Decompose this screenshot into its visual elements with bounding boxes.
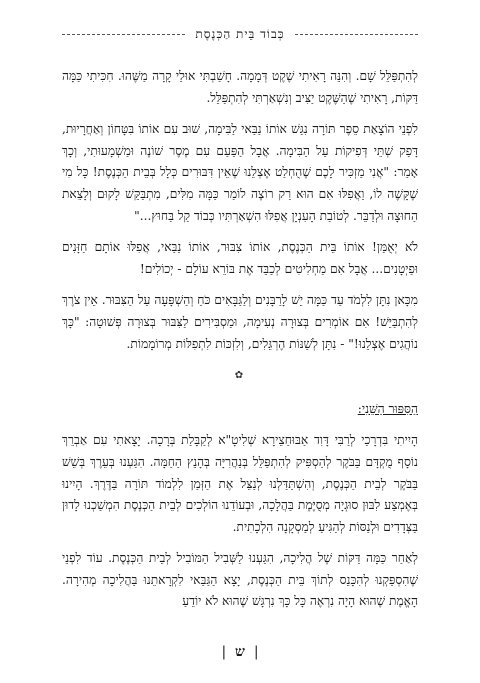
header-rule-right: [295, 34, 418, 35]
section2-paragraph-2: לְאַחַר כַּמָּה דַּקּוֹת שֶׁל הֲלִיכָה, הִגַּעְנוּ לַשְּׁבִיל הַמּוֹבִיל לְבֵית הַכְּנֶסֶת. עוֹד לִפְנֵי שֶׁהִסְפַּקְנוּ לְהִכָּנֵס לְתוֹךְ בֵּית הַכְּנֶסֶת, יָצָא הַגַּבַּאי לִקְרָאתֵנוּ בַּהֲלִיכָה מְהִירָה. הָאֱמֶת שֶׁהוּא הָיָה נִרְאֶה כָּל כָּךְ נִרְגָּשׁ שֶׁהוּא לֹא יוֹדֵעַ: [62, 551, 418, 609]
running-header: [62, 26, 418, 42]
page-body: [62, 66, 418, 623]
paragraph-2: לִפְנֵי הוֹצָאַת סֵפֶר תּוֹרָה נִגַּשׁ אוֹתוֹ נַבַּאי לַבִּימָה, שׁוּב עִם אוֹתוֹ בִּטָּחוֹן וְאַחֲרָיוּת, דָּפַק שְׁתֵּי דְּפִיקוֹת עַל הַבִּימָה. אֲבָל הַפַּעַם עִם מֶסֶר שׁוֹנֶה וּמַשְׁמָעוּתִי, וְכָךְ אָמַר: "אֲנִי מַזְכִּיר לָכֶם שֶׁהֻחְלַט אֶצְלֵנוּ שֶׁאֵין דִּבּוּרִים כְּלָל בְּבֵית הַכְּנֶסֶת! כָּל מִי שֶׁקָּשֶׁה לוֹ, וַאֲפִלּוּ אִם הוּא רַק רוֹצֶה לוֹמַר כַּמָּה מִלִּים, מִתְבַּקֵּשׁ לָקוּם וְלָצֵאת הַחוּצָה וּלְדַבֵּר. לְטוֹבַת הָעִנְיָן אֲפִלּוּ הִשְׁאַרְתִּיו כְּבוֹד קַל בַּחוּץ...": [62, 122, 418, 223]
paragraph-3: לֹא יְאֻמַּן! אוֹתוֹ בֵּית הַכְּנֶסֶת, אוֹתוֹ צִבּוּר, אוֹתוֹ נַבַּאי, אֲפִלּוּ אוֹתָם חַזָּנִים וּפַיְטָנִים... אֲבָל אִם מַחְלִיטִים לְכַבֵּד אֶת בּוֹרֵא עוֹלָם - יְכוֹלִים!: [62, 240, 418, 276]
footer-bar-right: |: [253, 644, 259, 660]
header-rule-left: [62, 34, 185, 35]
page-number: ש: [235, 644, 245, 660]
section-heading: הַסִּפּוּר הַשֵּׁנִי:: [357, 401, 418, 416]
paragraph-4: מִכָּאן נִתָּן לִלְמֹד עַד כַּמָּה יֵשׁ לָרַבָּנִים וְלַגַּבָּאִים כֹּחַ וְהַשְׁפָּעָה עַל הַצִּבּוּר. אֵין צֹרֶךְ לְהִתְבַּיֵּשׁ! אִם אוֹמְרִים בְּצוּרָה נְעִימָה, וּמַסְבִּירִים לַצִּבּוּר בְּצוּרָה פְּשׁוּטָה: "כָּךְ נוֹהֲגִים אֶצְלֵנוּ!" - נִתָּן לְשַׁנּוֹת הֶרְגֵּלִים, וְלִזְכּוֹת לִתְפִלּוֹת מְרוֹמָמוֹת.: [62, 293, 418, 351]
paragraph-1: לְהִתְפַּלֵּל שָׁם. וְהִנֵּה רָאִיתִי שֶׁקֶט דְּמָמָה. חָשַׁבְתִּי אוּלַי קָרָה מַשֶּׁהוּ. חִכִּיתִי כַּמָּה דַּקּוֹת, רָאִיתִי שֶׁהַשֶּׁקֶט יַצִּיב וְנִשְׁאַרְתִּי לְהִתְפַּלֵּל.: [62, 69, 418, 105]
section2-paragraph-1: הָיִיתִי בִּדְרָכַי לְרַבִּי דָּוִד אַבּוּחַצֵירָא שְׁלִיטָ"א לְקַבָּלַת בְּרָכָה. יָצָאתִי עִם אַבְרֵךְ נוֹסָף מֻקְדָּם בַּבֹּקֶר לְהַסְפִּיק לְהִתְפַּלֵּל בְּנַהֲרִיָּה בְּהָנֵץ הַחַמָּה. הִגַּעְנוּ בְּעֵרֶךְ בְּשֵׁשׁ בַּבֹּקֶר לְבֵית הַכְּנֶסֶת, וְהִשְׁתַּדַּלְנוּ לְנַצֵּל אֶת הַזְּמַן לִלְמוֹד תּוֹרָה בַּדֶּרֶךְ. הָיִינוּ בְּאֶמְצַע לִבּוּן סוּגְיָה מְסֻיֶּמֶת בַּהֲלָכָה, וּבְעוֹדֵנוּ הוֹלְכִים לְבֵית הַכְּנֶסֶת הִמְשַׁכְנוּ לָדוּן בַּצְּדָדִים וּלְנַסּוֹת לְהַגִּיעַ לְמַסְקָנָה הִלְכָתִית.: [62, 433, 418, 534]
page-footer: [0, 644, 480, 661]
running-header-title: כְּבוֹד בֵּית הַכְּנֶסֶת: [195, 26, 285, 41]
section-divider-ornament: ✿: [234, 370, 246, 382]
footer-bar-left: |: [221, 644, 227, 660]
